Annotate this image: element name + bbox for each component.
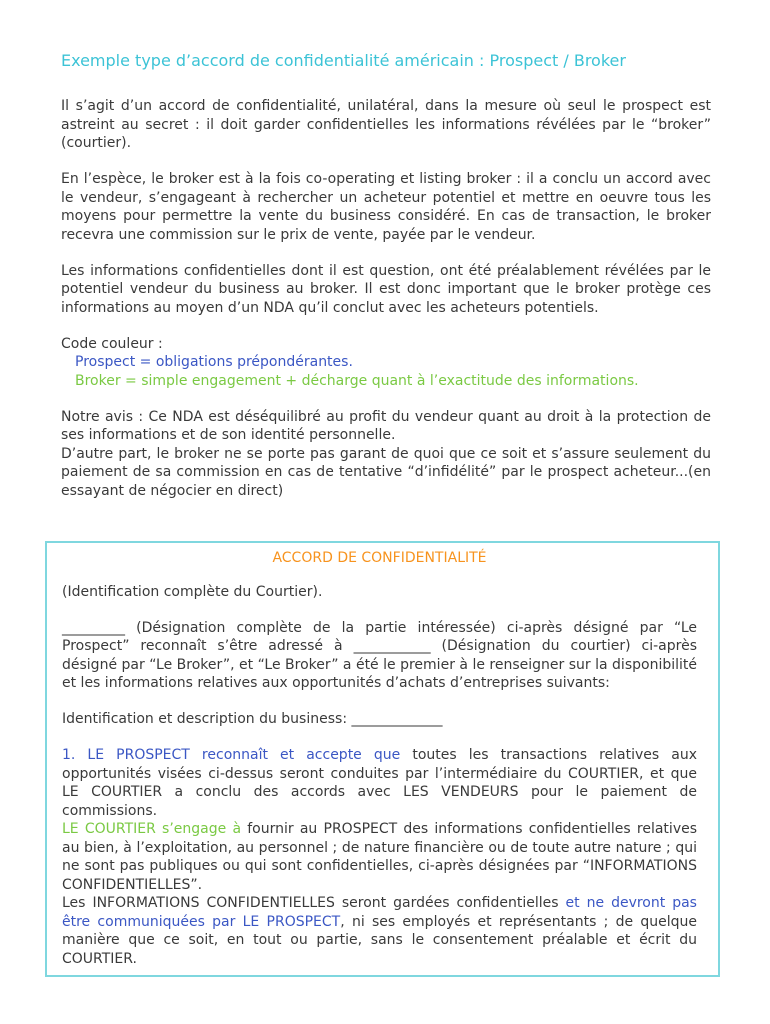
clause-1-text: toutes les transactions relatives aux opportunités visées ci-dessus seront conduites par l’intermédiaire du COURTIER, et que LE COURTIER a conclu des accords avec LES VENDEURS pour le paiement de commissions. [62, 747, 698, 819]
clause-3-text-start: Les INFORMATIONS CONFIDENTIELLES seront gardées confidentielles [62, 895, 566, 911]
parties-designation: _________ (Désignation complète de la partie intéressée) ci-après désigné par “Le Prospect” reconnaît s’être adressé à ___________ (Désignation du courtier) ci-après désigné par “Le Broker”, et “Le Broker” a été le premier à le renseigner sur la disponibilité et les informations relatives aux opportunités d’achats d’entreprises suivants: [62, 619, 697, 691]
intro-section [61, 97, 711, 518]
color-code-broker: Broker = simple engagement + décharge quant à l’exactitude des informations. [75, 372, 639, 389]
document-title: Exemple type d’accord de confidentialité américain : Prospect / Broker [61, 50, 626, 70]
color-code-prospect: Prospect = obligations prépondérantes. [75, 354, 353, 370]
agreement-content [62, 549, 697, 968]
intro-paragraph-1: Il s’agit d’un accord de confidentialité, unilatéral, dans la mesure où seul le prospect est astreint au secret : il doit garder confidentielles les informations révélées par le “broker” (courtier). [61, 98, 711, 151]
intro-paragraph-3: Les informations confidentielles dont il est question, ont été préalablement révélées par le potentiel vendeur du business au broker. Il est donc important que le broker protège ces informations au moyen d’un NDA qu’il conclut avec les acheteurs potentiels. [61, 262, 711, 316]
clause-3 [62, 894, 697, 968]
clause-1 [62, 746, 697, 820]
intro-paragraph-2: En l’espèce, le broker est à la fois co-operating et listing broker : il a conclu un accord avec le vendeur, s’engageant à rechercher un acheteur potentiel et mettre en oeuvre tous les moyens pour permettre la vente du business considéré. En cas de transaction, le broker recevra une commission sur le prix de vente, payée par le vendeur. [61, 171, 711, 243]
color-code-legend [61, 335, 711, 391]
clause-3-text-end: , ni ses employés et représentants ; de quelque manière que ce soit, en tout ou partie, sans le consentement préalable et écrit du COURTIER. [62, 913, 697, 967]
opinion-paragraph-1: Notre avis : Ce NDA est déséquilibré au profit du vendeur quant au droit à la protection de ses informations et de son identité personnelle. [61, 408, 711, 443]
color-code-label: Code couleur : [61, 335, 163, 352]
broker-identification: (Identification complète du Courtier). [62, 583, 323, 600]
clause-2-broker-engagement: LE COURTIER s’engage à [62, 821, 242, 837]
agreement-box [45, 541, 720, 977]
clause-1-prospect-obligation: 1. LE PROSPECT reconnaît et accepte que [62, 747, 401, 763]
clause-3-prospect-obligation: et ne devront pas être communiquées par LE PROSPECT [62, 895, 697, 930]
clause-2 [62, 820, 697, 894]
opinion-paragraph-2: D’autre part, le broker ne se porte pas garant de quoi que ce soit et s’assure seulement du paiement de sa commission en cas de tentative “d’infidélité” par le prospect acheteur...(en essayant de négocier en direct) [61, 445, 711, 499]
business-identification: Identification et description du business: _____________ [62, 711, 443, 727]
agreement-title: ACCORD DE CONFIDENTIALITÉ [272, 550, 487, 566]
clause-2-text: fournir au PROSPECT des informations confidentielles relatives au bien, à l’exploitation, au personnel ; de nature financière ou de toute autre nature ; qui ne sont pas publiques ou qui sont confidentielles, ci-après désignées par “INFORMATIONS CONFIDENTIELLES”. [62, 821, 698, 893]
